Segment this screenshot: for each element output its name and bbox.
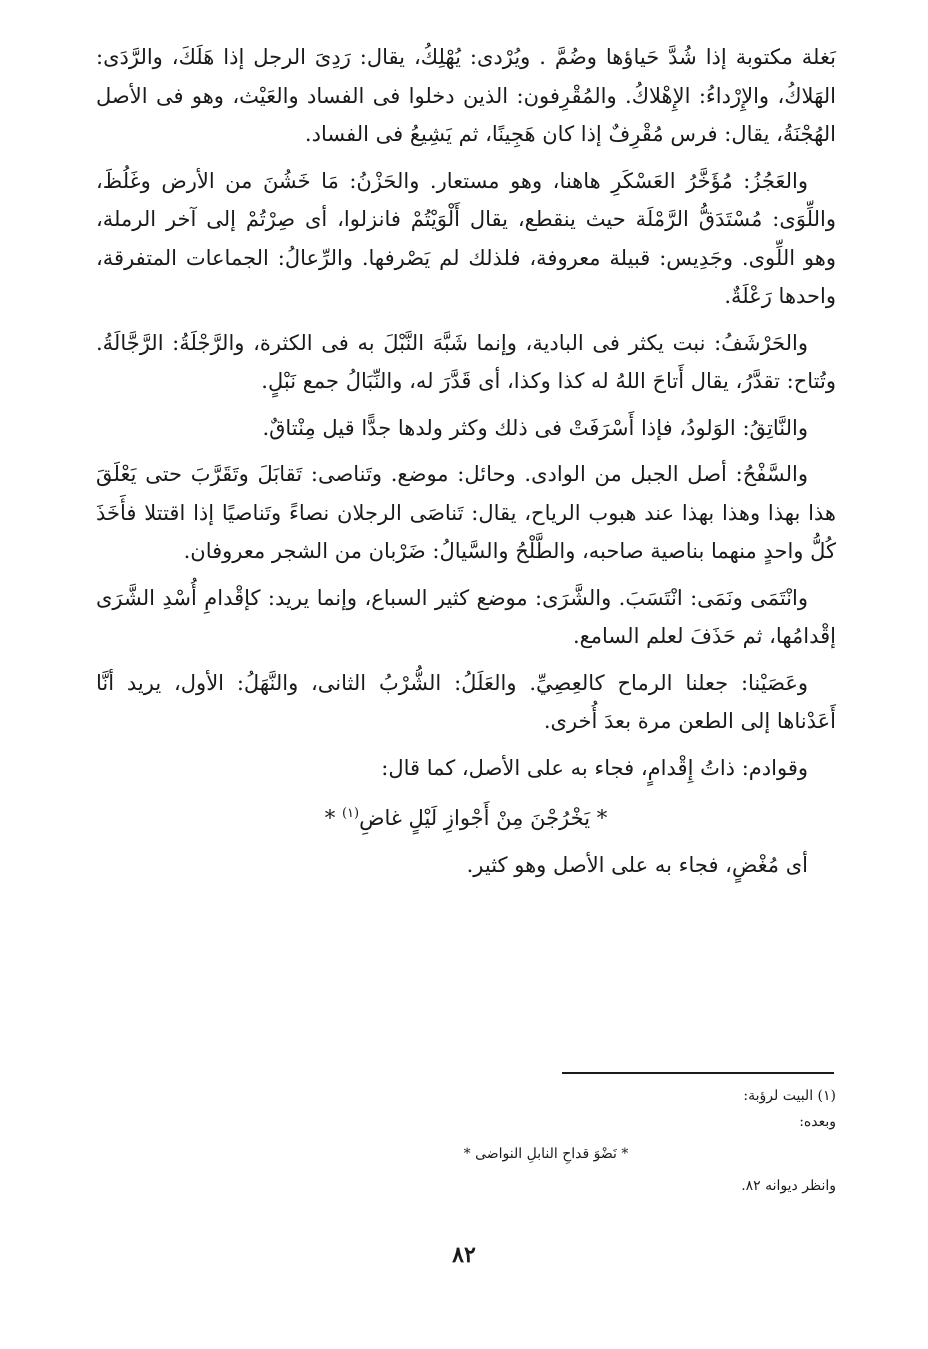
footnote-marker: (١) [341, 806, 360, 821]
verse-quote [96, 795, 836, 838]
paragraph: بَغلة مكتوبة إذا شُدَّ حَياؤها وضُمَّ . ويُرْدى: يُهْلِكُ، يقال: رَدِىَ الرجل إذا هَلَكَ، والرَّدَى: الهَلاكُ، والإِرْداءُ: الإِهْلاكُ. والمُقْرِفون: الذين دخلوا فى الفساد والعَيْث، وهو فى الأصل الهُجْنَةُ، يقال: فرس مُقْرِفٌ إذا كان هَجِينًا، ثم يَشِيعُ فى الفساد. [96, 45, 836, 146]
paragraph: وعَصَيْنا: جعلنا الرماح كالعِصِيِّ. والعَلَلُ: الشُّرْبُ الثانى، والنَّهَلُ: الأول، يريد أنَّا أَعَدْناها إلى الطعن مرة بعدَ أُخرى. [96, 670, 836, 733]
paragraph: وقوادم: ذاتُ إِقْدامٍ، فجاء به على الأصل، كما قال: [381, 755, 808, 780]
footnote-verse: * نَضْوَ قداحِ النابلِ النواضى * [463, 1146, 629, 1162]
paragraph: والسَّفْحُ: أصل الجبل من الوادى. وحائل: موضع. وتَناصى: تَقابَلَ وتَقَرَّبَ حتى يَعْلَقَ هذا بهذا وهذا بهذا عند هبوب الرياح، يقال: تَناصَى الرجلان نصاءً وتَناصيًا إذا اقتتلا فأَخَذَ كُلُّ واحدٍ منهما بناصية صاحبه، والطَّلْحُ والسَّيالُ: ضَرْبان من الشجر معروفان. [96, 462, 836, 563]
paragraph: والحَرْشَفُ: نبت يكثر فى البادية، وإنما شَبَّهَ النَّبْلَ به فى الكثرة، والرَّجْلَةُ: الرَّجَّالَةُ. وتُتاح: تقدَّرُ، يقال أَتاحَ اللهُ له كذا وكذا، أى قَدَّرَ له، والنِّبَالُ جمع نَبْلٍ. [96, 330, 836, 393]
page-number: ٨٢ [452, 1242, 476, 1268]
footnote-line: (١) البيت لرؤبة: [743, 1088, 836, 1104]
footnote-line: وانظر ديوانه ٨٢. [741, 1178, 836, 1194]
verse-end: * [324, 806, 342, 830]
footnotes [96, 1083, 836, 1199]
verse-text: * يَخْرُجْنَ مِنْ أَجْوازِ لَيْلٍ غاضِ [359, 806, 608, 830]
paragraph: والعَجُزُ: مُؤَخَّرُ العَسْكَرِ هاهنا، وهو مستعار. والحَزْنُ: مَا خَشُنَ من الأرض وغَلُظَ، واللِّوَى: مُسْتَدَقُّ الرَّمْلَة حيث ينقطع، يقال أَلْوَيْتُمْ فانزلوا، أى صِرْتُمْ إلى آخر الرملة، وهو اللِّوى. وجَدِيس: قبيلة معروفة، فلذلك لم يَصْرفها. والرِّعالُ: الجماعات المتفرقة، واحدها رَعْلَةٌ. [96, 168, 836, 308]
paragraph: أى مُغْضٍ، فجاء به على الأصل وهو كثير. [466, 852, 808, 877]
paragraph: والنَّاتِقُ: الوَلودُ، فإذا أَسْرَفَتْ فى ذلك وكثر ولدها جدًّا قيل مِنْتاقٌ. [262, 415, 808, 440]
footnote-separator [562, 1072, 834, 1074]
footnote-line: وبعده: [799, 1114, 836, 1130]
main-text [96, 38, 836, 892]
paragraph: وانْتَمَى ونَمَى: انْتَسَبَ. والشَّرَى: موضع كثير السباع، وإنما يريد: كإقْدامِ أُسْدِ الشَّرَى إقْدامُها، ثم حَذَفَ لعلم السامع. [96, 585, 836, 648]
